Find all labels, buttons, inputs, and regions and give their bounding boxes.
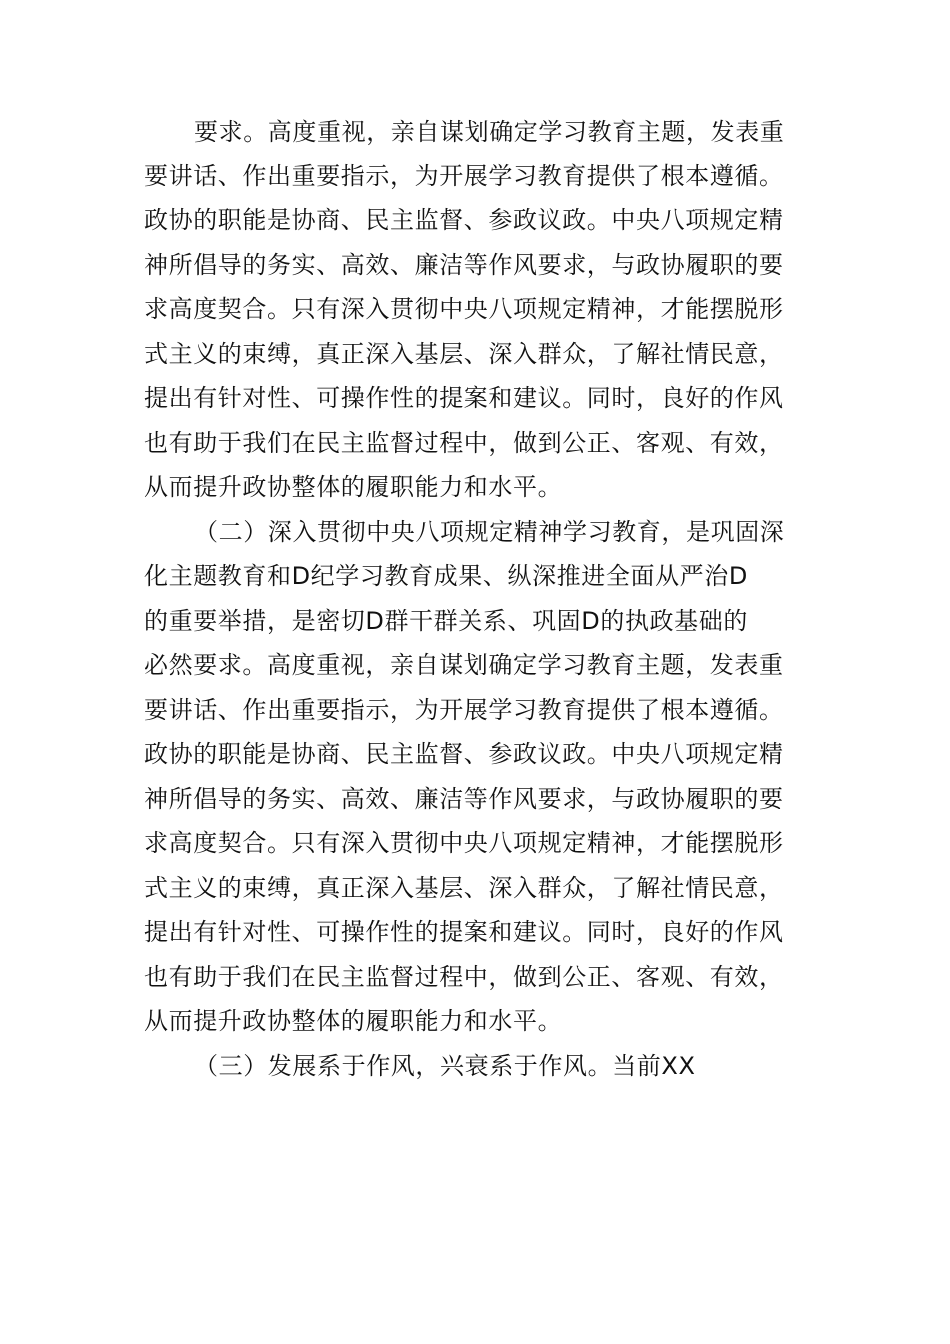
text-line: 提出有针对性、可操作性的提案和建议。同时，良好的作风 [144, 384, 784, 412]
text-line: 要讲话、作出重要指示，为开展学习教育提供了根本遵循。 [144, 696, 784, 724]
text-line: 从而提升政协整体的履职能力和水平。 [144, 1007, 563, 1035]
text-line: 化主题教育和D纪学习教育成果、纵深推进全面从严治D [144, 562, 748, 590]
text-line: 政协的职能是协商、民主监督、参政议政。中央八项规定精 [144, 206, 784, 234]
text-line: 要求。高度重视，亲自谋划确定学习教育主题，发表重 [194, 118, 785, 146]
text-line: 式主义的束缚，真正深入基层、深入群众，了解社情民意， [144, 874, 784, 902]
text-line: 提出有针对性、可操作性的提案和建议。同时，良好的作风 [144, 918, 784, 946]
text-line: 求高度契合。只有深入贯彻中央八项规定精神，才能摆脱形 [144, 295, 784, 323]
paragraph-heading-2: （二）深入贯彻中央八项规定精神学习教育，是巩固深 [194, 518, 785, 546]
text-line: 神所倡导的务实、高效、廉洁等作风要求，与政协履职的要 [144, 251, 784, 279]
text-line: 神所倡导的务实、高效、廉洁等作风要求，与政协履职的要 [144, 785, 784, 813]
text-line: 要讲话、作出重要指示，为开展学习教育提供了根本遵循。 [144, 162, 784, 190]
paragraph-heading-3: （三）发展系于作风，兴衰系于作风。当前XX [194, 1052, 696, 1080]
text-line: 政协的职能是协商、民主监督、参政议政。中央八项规定精 [144, 740, 784, 768]
text-line: 求高度契合。只有深入贯彻中央八项规定精神，才能摆脱形 [144, 829, 784, 857]
text-line: 也有助于我们在民主监督过程中，做到公正、客观、有效， [144, 963, 784, 991]
text-line: 式主义的束缚，真正深入基层、深入群众，了解社情民意， [144, 340, 784, 368]
text-line: 也有助于我们在民主监督过程中，做到公正、客观、有效， [144, 429, 784, 457]
text-line: 从而提升政协整体的履职能力和水平。 [144, 473, 563, 501]
text-line: 的重要举措，是密切D群干群关系、巩固D的执政基础的 [144, 607, 748, 635]
text-line: 必然要求。高度重视，亲自谋划确定学习教育主题，发表重 [144, 651, 784, 679]
